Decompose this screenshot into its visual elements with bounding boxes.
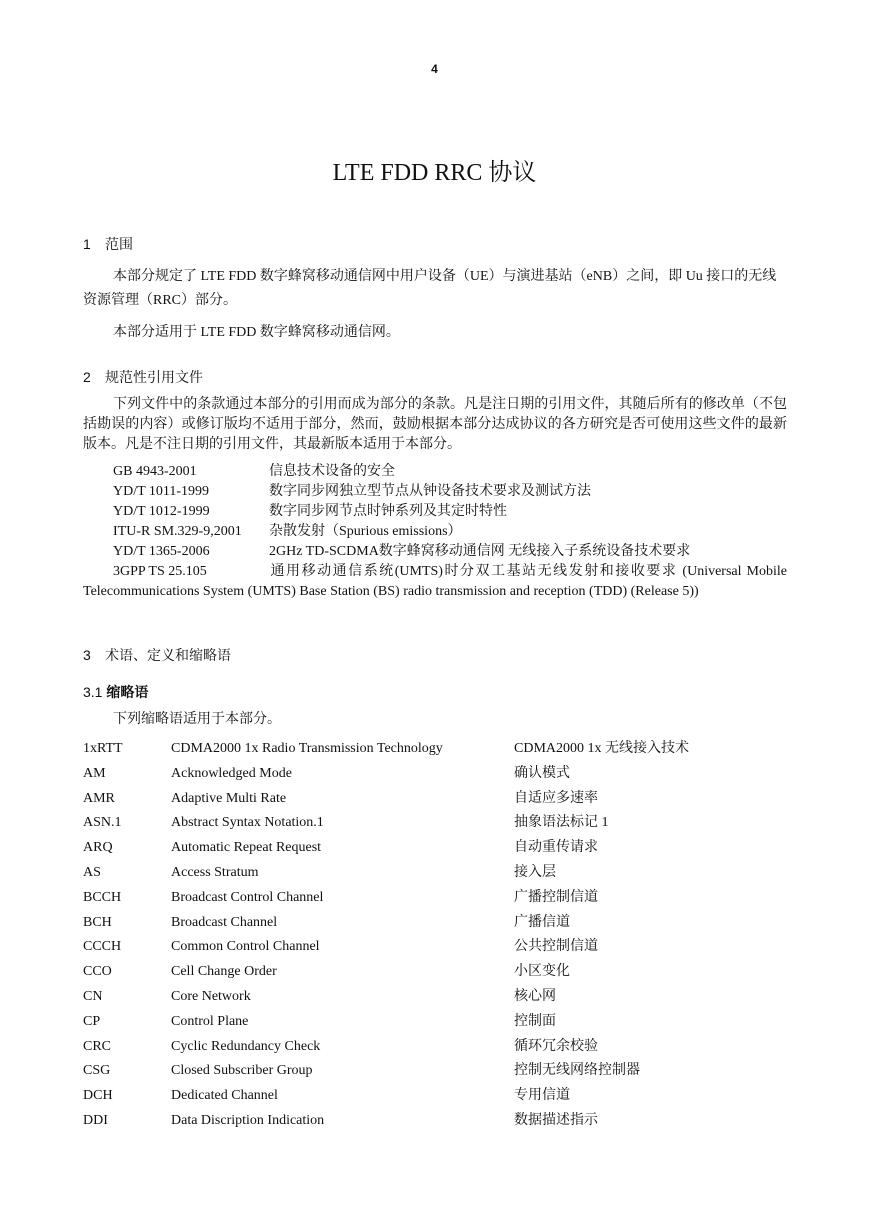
abbreviation: BCCH [83, 889, 122, 905]
chinese-term: 专用信道 [514, 1088, 570, 1104]
abbreviation-row [83, 1085, 794, 1110]
abbreviation: DCH [83, 1088, 113, 1104]
abbreviation-table [83, 738, 794, 1135]
reference-title: 数字同步网节点时钟系列及其定时特性 [269, 504, 507, 519]
abbreviation: 1xRTT [83, 741, 123, 756]
english-term: Data Discription Indication [171, 1112, 325, 1128]
abbreviation: AMR [83, 790, 115, 806]
abbreviation: CCO [83, 964, 112, 980]
page-number: 4 [431, 62, 438, 76]
reference-code: ITU-R SM.329-9,2001 [113, 524, 242, 539]
abbreviations-intro: 下列缩略语适用于本部分。 [113, 712, 281, 727]
english-term: Acknowledged Mode [171, 765, 292, 781]
abbreviation: ASN.1 [83, 815, 122, 831]
chinese-term: CDMA2000 1x 无线接入技术 [514, 741, 690, 756]
reference-title: 信息技术设备的安全 [269, 464, 395, 479]
reference-title: 数字同步网独立型节点从钟设备技术要求及测试方法 [269, 484, 591, 499]
abbreviation: CSG [83, 1063, 111, 1079]
chinese-term: 公共控制信道 [514, 939, 598, 955]
abbreviation: AM [83, 765, 106, 781]
abbreviation-row [83, 961, 794, 986]
section-number: 3 [83, 647, 91, 663]
abbreviation-row [83, 1036, 794, 1061]
english-term: Cyclic Redundancy Check [171, 1038, 321, 1054]
abbreviation: BCH [83, 914, 112, 930]
abbreviation: CCCH [83, 939, 122, 955]
document-title: LTE FDD RRC 协议 [332, 160, 537, 186]
abbreviation-row [83, 788, 794, 813]
reference-code: 3GPP TS 25.105 [113, 564, 207, 579]
section-title: 规范性引用文件 [105, 369, 203, 385]
section-3-heading [83, 645, 231, 665]
subsection-3-1-heading [83, 682, 148, 702]
abbreviation: DDI [83, 1112, 108, 1128]
abbreviation-row [83, 862, 794, 887]
abbreviation: CRC [83, 1038, 112, 1054]
abbreviation: CN [83, 988, 103, 1004]
abbreviation-row [83, 986, 794, 1011]
chinese-term: 确认模式 [514, 765, 570, 781]
abbreviation-row [83, 812, 794, 837]
section-number: 1 [83, 236, 91, 252]
chinese-term: 自动重传请求 [514, 840, 598, 856]
reference-code: YD/T 1011-1999 [113, 484, 210, 499]
chinese-term: 接入层 [514, 864, 556, 880]
chinese-term: 控制无线网络控制器 [514, 1063, 640, 1079]
english-term: Broadcast Channel [171, 914, 278, 930]
subsection-number: 3.1 [83, 684, 103, 700]
abbreviation-row [83, 936, 794, 961]
subsection-title: 缩略语 [106, 684, 149, 700]
chinese-term: 小区变化 [514, 964, 570, 980]
chinese-term: 数据描述指示 [514, 1112, 598, 1128]
normative-references-paragraph: 下列文件中的条款通过本部分的引用而成为部分的条款。凡是注日期的引用文件，其随后所有的修改单（不包括勘误的内容）或修订版均不适用于部分，然而，鼓励根据本部分达成协议的各方研究是否可使用这些文件的最新版本。凡是不注日期的引用文件，其最新版本适用于本部分。 [83, 397, 787, 452]
scope-applicability-paragraph: 本部分适用于 LTE FDD 数字蜂窝移动通信网。 [113, 325, 400, 340]
english-term: Broadcast Control Channel [171, 889, 324, 905]
english-term: Access Stratum [171, 864, 259, 880]
reference-item [83, 502, 787, 522]
reference-item [83, 562, 787, 602]
english-term: Common Control Channel [171, 939, 320, 955]
section-title: 范围 [105, 236, 133, 252]
reference-code: YD/T 1365-2006 [113, 544, 210, 559]
reference-item [83, 522, 787, 542]
english-term: Dedicated Channel [171, 1088, 278, 1104]
reference-title: 2GHz TD-SCDMA数字蜂窝移动通信网 无线接入子系统设备技术要求 [269, 544, 691, 559]
chinese-term: 自适应多速率 [514, 790, 598, 806]
english-term: Closed Subscriber Group [171, 1063, 313, 1079]
chinese-term: 核心网 [514, 988, 556, 1004]
abbreviation-row [83, 887, 794, 912]
chinese-term: 循环冗余校验 [514, 1038, 598, 1054]
english-term: Control Plane [171, 1013, 249, 1029]
scope-paragraph: 本部分规定了 LTE FDD 数字蜂窝移动通信网中用户设备（UE）与演进基站（eNB）之间，即 Uu 接口的无线资源管理（RRC）部分。 [83, 269, 777, 308]
english-term: Core Network [171, 988, 251, 1004]
english-term: CDMA2000 1x Radio Transmission Technology [171, 741, 443, 756]
reference-title: 通用移动通信系统(UMTS)时分双工基站无线发射和接收要求 (Universal Mobile Telecommunications System (UMTS) Base Station (BS) radio transmission and reception (TDD) (Release 5)) [83, 564, 787, 599]
reference-title: 杂散发射（Spurious emissions） [269, 524, 462, 539]
abbreviation: CP [83, 1013, 101, 1029]
section-1-heading [83, 234, 133, 254]
reference-list [83, 462, 787, 602]
reference-code: YD/T 1012-1999 [113, 504, 210, 519]
abbreviation-row [83, 738, 794, 763]
reference-code: GB 4943-2001 [113, 464, 197, 479]
section-number: 2 [83, 369, 91, 385]
abbreviation: ARQ [83, 840, 113, 856]
abbreviation-row [83, 1060, 794, 1085]
chinese-term: 控制面 [514, 1013, 556, 1029]
abbreviation-row [83, 837, 794, 862]
abbreviation: AS [83, 864, 101, 880]
abbreviation-row [83, 1110, 794, 1135]
abbreviation-row [83, 1011, 794, 1036]
chinese-term: 广播控制信道 [514, 889, 598, 905]
reference-item [83, 542, 787, 562]
english-term: Cell Change Order [171, 964, 277, 980]
english-term: Abstract Syntax Notation.1 [171, 815, 324, 831]
english-term: Automatic Repeat Request [171, 840, 322, 856]
abbreviation-row [83, 912, 794, 937]
chinese-term: 抽象语法标记 1 [514, 815, 609, 831]
reference-item [83, 462, 787, 482]
reference-item [83, 482, 787, 502]
section-2-heading [83, 367, 203, 387]
section-title: 术语、定义和缩略语 [105, 647, 231, 663]
chinese-term: 广播信道 [514, 914, 570, 930]
english-term: Adaptive Multi Rate [171, 790, 287, 806]
abbreviation-row [83, 763, 794, 788]
